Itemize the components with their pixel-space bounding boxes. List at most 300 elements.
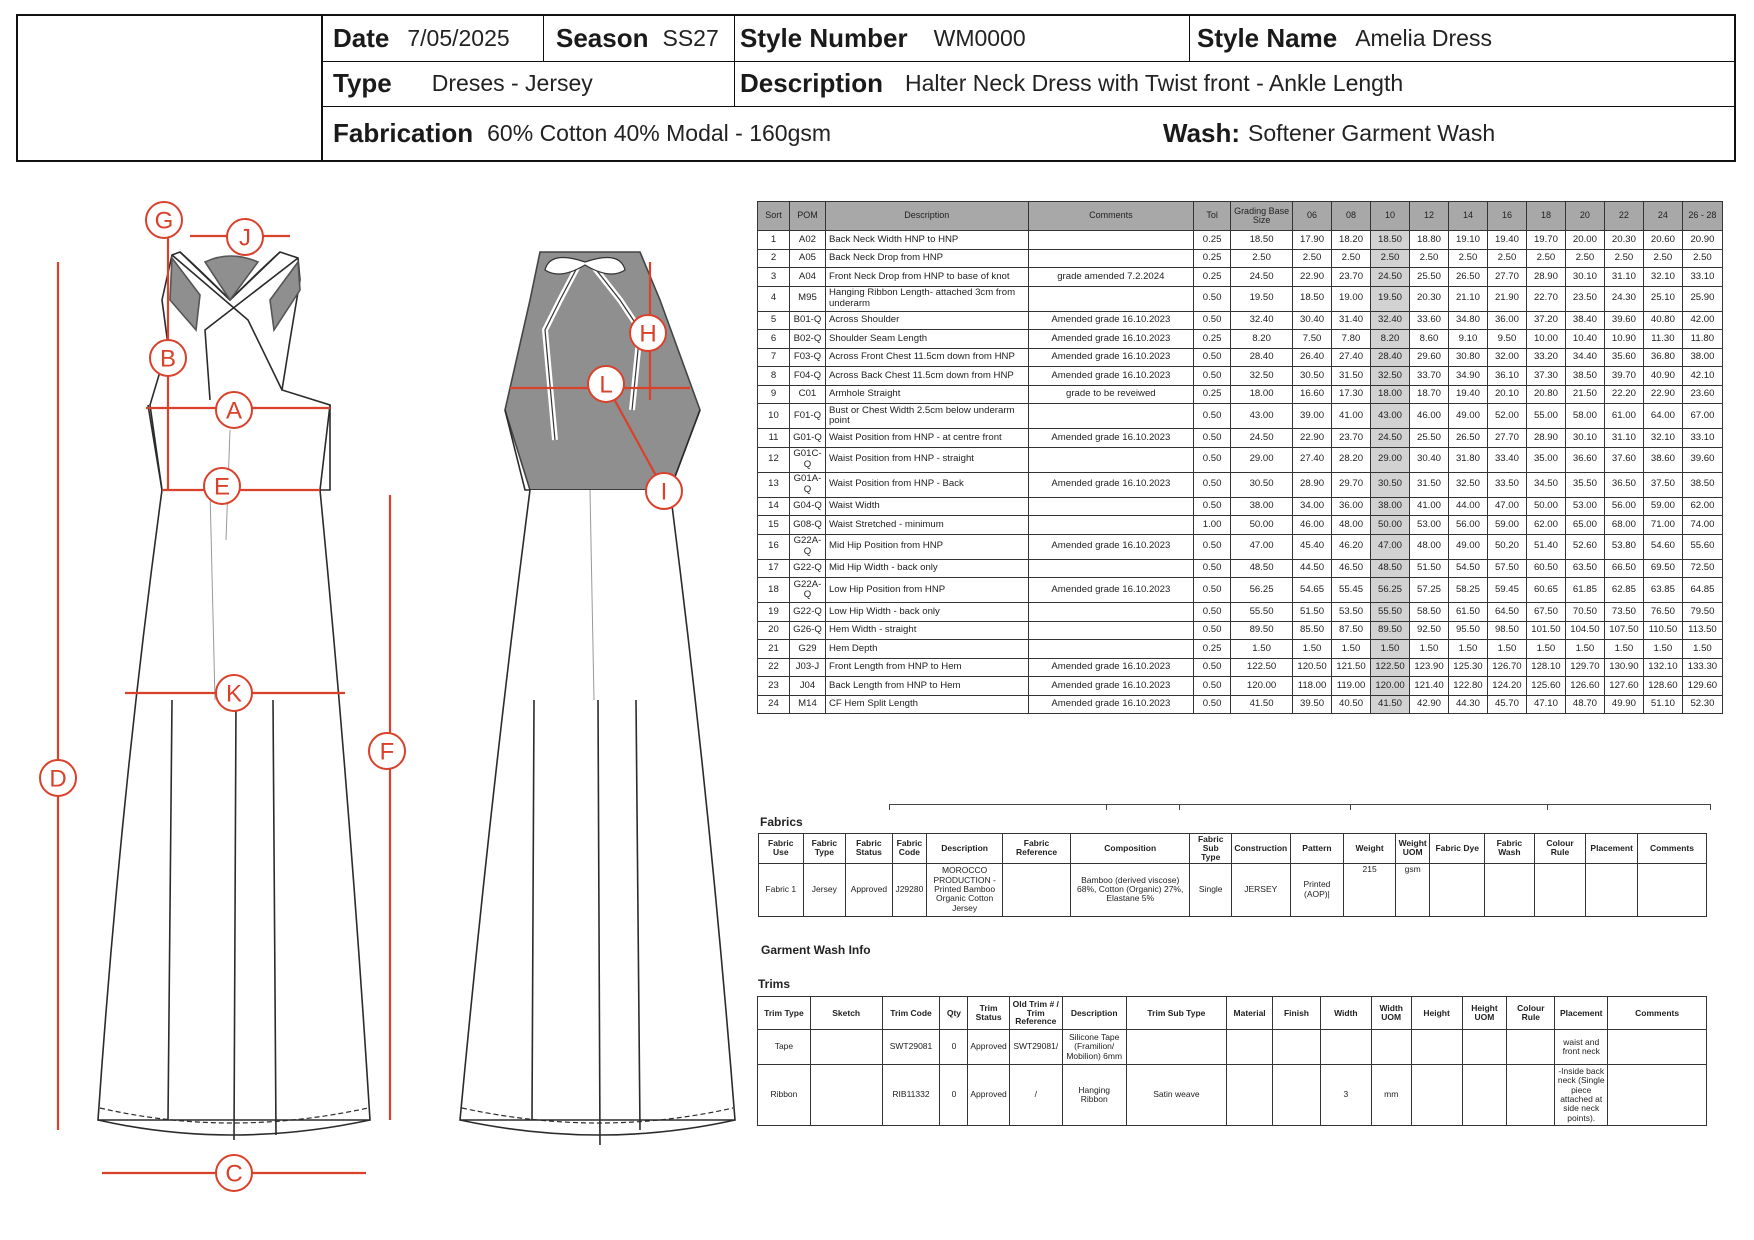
- header-row: [759, 834, 1707, 864]
- table-cell: 7.80: [1332, 330, 1371, 349]
- table-cell: 25.50: [1410, 268, 1449, 287]
- svg-text:F: F: [379, 738, 395, 766]
- table-cell: Amended grade 16.10.2023: [1028, 367, 1194, 386]
- table-cell: 87.50: [1332, 621, 1371, 640]
- marker-f: [369, 733, 405, 769]
- table-cell: 30.50: [1371, 472, 1410, 497]
- table-cell: 26.50: [1448, 429, 1487, 448]
- season-label: Season: [556, 23, 649, 53]
- column-header: 16: [1487, 202, 1526, 231]
- table-cell: [1411, 1065, 1462, 1126]
- table-cell: 1.50: [1332, 640, 1371, 659]
- table-cell: Amended grade 16.10.2023: [1028, 330, 1194, 349]
- trims-table: [757, 996, 1707, 1126]
- table-cell: 35.60: [1604, 348, 1643, 367]
- table-cell: A02: [789, 231, 825, 250]
- table-cell: 132.10: [1643, 658, 1682, 677]
- marker-a: [216, 392, 252, 428]
- table-cell: [1273, 1065, 1321, 1126]
- table-cell: 120.00: [1371, 677, 1410, 696]
- table-cell: 36.50: [1604, 472, 1643, 497]
- table-cell: 24.50: [1231, 268, 1293, 287]
- date-field: [321, 16, 543, 61]
- table-cell: 1.50: [1448, 640, 1487, 659]
- table-cell: 11: [758, 429, 790, 448]
- table-cell: 31.50: [1332, 367, 1371, 386]
- table-cell: 31.80: [1448, 447, 1487, 472]
- table-cell: JERSEY: [1231, 863, 1290, 916]
- column-header: Weight UOM: [1395, 834, 1429, 864]
- style-number-label: Style Number: [740, 23, 908, 53]
- measurement-spec-table: [757, 201, 1723, 714]
- table-cell: 48.50: [1231, 559, 1293, 578]
- table-cell: F01-Q: [789, 404, 825, 429]
- table-row: [758, 231, 1723, 250]
- table-cell: F03-Q: [789, 348, 825, 367]
- table-cell: Amended grade 16.10.2023: [1028, 578, 1194, 603]
- column-header: Placement: [1555, 997, 1608, 1030]
- table-cell: 18.50: [1371, 231, 1410, 250]
- table-row: [758, 286, 1723, 311]
- header-row-1: [321, 16, 1734, 62]
- fabrics-title: Fabrics: [760, 815, 803, 829]
- table-cell: 89.50: [1231, 621, 1293, 640]
- table-cell: 30.40: [1410, 447, 1449, 472]
- table-cell: 60.50: [1526, 559, 1565, 578]
- table-cell: 9: [758, 385, 790, 404]
- table-cell: [1411, 1030, 1462, 1065]
- table-cell: [1462, 1030, 1507, 1065]
- table-cell: 48.00: [1332, 516, 1371, 535]
- table-cell: 126.70: [1487, 658, 1526, 677]
- table-cell: 32.50: [1371, 367, 1410, 386]
- table-cell: [1028, 621, 1194, 640]
- table-cell: 62.85: [1604, 578, 1643, 603]
- column-header: Comments: [1028, 202, 1194, 231]
- table-cell: G08-Q: [789, 516, 825, 535]
- trims-title: Trims: [758, 977, 791, 991]
- column-header: Old Trim # / Trim Reference: [1009, 997, 1062, 1030]
- column-header: 06: [1293, 202, 1332, 231]
- table-cell: 50.00: [1371, 516, 1410, 535]
- table-cell: Amended grade 16.10.2023: [1028, 658, 1194, 677]
- table-cell: 51.10: [1643, 695, 1682, 714]
- table-row: [758, 330, 1723, 349]
- table-cell: Amended grade 16.10.2023: [1028, 695, 1194, 714]
- table-cell: 18.80: [1410, 231, 1449, 250]
- table-cell: grade amended 7.2.2024: [1028, 268, 1194, 287]
- table-cell: 30.10: [1565, 429, 1604, 448]
- table-cell: G22-Q: [789, 603, 825, 622]
- marker-e: [204, 468, 240, 504]
- table-cell: [1608, 1065, 1707, 1126]
- table-cell: 20.90: [1682, 231, 1722, 250]
- table-row: [758, 621, 1723, 640]
- table-cell: 72.50: [1682, 559, 1722, 578]
- table-cell: Back Neck Drop from HNP: [825, 249, 1028, 268]
- table-cell: 8: [758, 367, 790, 386]
- fabrication-label: Fabrication: [333, 117, 474, 148]
- table-cell: Satin weave: [1126, 1065, 1226, 1126]
- table-cell: Ribbon: [758, 1065, 811, 1126]
- table-cell: 36.60: [1565, 447, 1604, 472]
- table-cell: 123.90: [1410, 658, 1449, 677]
- table-cell: 26.50: [1448, 268, 1487, 287]
- table-cell: Waist Position from HNP - straight: [825, 447, 1028, 472]
- table-cell: 60.65: [1526, 578, 1565, 603]
- table-cell: J04: [789, 677, 825, 696]
- table-cell: Waist Width: [825, 497, 1028, 516]
- table-row: [758, 658, 1723, 677]
- table-cell: 20.60: [1643, 231, 1682, 250]
- table-cell: 13: [758, 472, 790, 497]
- table-cell: Bamboo (derived viscose) 68%, Cotton (Organic) 27%, Elastane 5%: [1070, 863, 1190, 916]
- table-cell: gsm: [1395, 863, 1429, 916]
- table-cell: 133.30: [1682, 658, 1722, 677]
- table-cell: 29.00: [1371, 447, 1410, 472]
- table-cell: 0.50: [1194, 367, 1231, 386]
- column-header: 26 - 28: [1682, 202, 1722, 231]
- table-cell: A04: [789, 268, 825, 287]
- table-cell: 51.50: [1293, 603, 1332, 622]
- table-row: [758, 516, 1723, 535]
- table-cell: 69.50: [1643, 559, 1682, 578]
- table-cell: Across Back Chest 11.5cm down from HNP: [825, 367, 1028, 386]
- column-header: Weight: [1344, 834, 1396, 864]
- table-cell: 0.50: [1194, 472, 1231, 497]
- table-cell: 38.50: [1682, 472, 1722, 497]
- table-cell: 48.70: [1565, 695, 1604, 714]
- column-header: Fabric Code: [892, 834, 926, 864]
- table-cell: Single: [1190, 863, 1232, 916]
- column-header: Qty: [940, 997, 968, 1030]
- table-cell: [1485, 863, 1535, 916]
- column-header: Width: [1320, 997, 1371, 1030]
- table-cell: 31.40: [1332, 311, 1371, 330]
- marker-h: [630, 315, 666, 351]
- table-cell: 36.00: [1487, 311, 1526, 330]
- table-cell: 10.40: [1565, 330, 1604, 349]
- table-cell: 36.10: [1487, 367, 1526, 386]
- table-cell: G01C-Q: [789, 447, 825, 472]
- table-cell: 33.10: [1682, 429, 1722, 448]
- table-cell: 44.00: [1448, 497, 1487, 516]
- table-cell: 7.50: [1293, 330, 1332, 349]
- table-cell: 124.20: [1487, 677, 1526, 696]
- column-header: Trim Sub Type: [1126, 997, 1226, 1030]
- table-cell: 2: [758, 249, 790, 268]
- table-cell: 21.90: [1487, 286, 1526, 311]
- table-cell: G01-Q: [789, 429, 825, 448]
- table-cell: [1371, 1030, 1411, 1065]
- table-cell: 22: [758, 658, 790, 677]
- table-cell: 0.25: [1194, 330, 1231, 349]
- table-cell: 56.25: [1231, 578, 1293, 603]
- table-cell: Amended grade 16.10.2023: [1028, 348, 1194, 367]
- wash-label: Wash:: [1163, 117, 1241, 148]
- column-header: Comments: [1608, 997, 1707, 1030]
- description-label: Description: [740, 68, 884, 98]
- table-cell: 0.25: [1194, 268, 1231, 287]
- table-cell: 52.30: [1682, 695, 1722, 714]
- table-cell: 40.50: [1332, 695, 1371, 714]
- table-cell: Fabric 1: [759, 863, 804, 916]
- table-cell: Hem Depth: [825, 640, 1028, 659]
- table-cell: 5: [758, 311, 790, 330]
- table-cell: Low Hip Width - back only: [825, 603, 1028, 622]
- table-cell: 6: [758, 330, 790, 349]
- table-cell: [1028, 640, 1194, 659]
- table-cell: -Inside back neck (Single piece attached at side neck points).: [1555, 1065, 1608, 1126]
- table-cell: 0.50: [1194, 578, 1231, 603]
- style-name-label: Style Name: [1197, 23, 1338, 53]
- season-value: SS27: [662, 25, 719, 51]
- header-row-3: [321, 106, 1734, 160]
- table-cell: 34.80: [1448, 311, 1487, 330]
- spec-table-body: [758, 231, 1723, 714]
- table-cell: 0.50: [1194, 677, 1231, 696]
- type-value: Dreses - Jersey: [431, 70, 593, 96]
- table-cell: 23.60: [1682, 385, 1722, 404]
- table-cell: Amended grade 16.10.2023: [1028, 534, 1194, 559]
- table-cell: 58.00: [1565, 404, 1604, 429]
- table-cell: 113.50: [1682, 621, 1722, 640]
- table-cell: Waist Stretched - minimum: [825, 516, 1028, 535]
- table-cell: 128.10: [1526, 658, 1565, 677]
- table-cell: 25.90: [1682, 286, 1722, 311]
- table-cell: Front Length from HNP to Hem: [825, 658, 1028, 677]
- table-cell: 39.00: [1293, 404, 1332, 429]
- table-cell: 0.50: [1194, 497, 1231, 516]
- table-cell: 41.50: [1371, 695, 1410, 714]
- table-cell: J03-J: [789, 658, 825, 677]
- table-cell: 56.00: [1448, 516, 1487, 535]
- table-cell: 76.50: [1643, 603, 1682, 622]
- column-header: Height: [1411, 997, 1462, 1030]
- table-cell: 19: [758, 603, 790, 622]
- spec-table-header: [758, 202, 1723, 231]
- table-cell: 28.40: [1371, 348, 1410, 367]
- column-header: Fabric Sub Type: [1190, 834, 1232, 864]
- table-row: [758, 447, 1723, 472]
- column-header: 18: [1526, 202, 1565, 231]
- table-cell: 47.10: [1526, 695, 1565, 714]
- table-cell: 38.00: [1231, 497, 1293, 516]
- table-cell: 1.50: [1604, 640, 1643, 659]
- table-cell: 8.20: [1371, 330, 1410, 349]
- table-cell: A05: [789, 249, 825, 268]
- table-cell: 0: [940, 1030, 968, 1065]
- table-cell: 85.50: [1293, 621, 1332, 640]
- column-header: 14: [1448, 202, 1487, 231]
- table-cell: Low Hip Position from HNP: [825, 578, 1028, 603]
- table-cell: J29280: [892, 863, 926, 916]
- table-cell: 47.00: [1487, 497, 1526, 516]
- table-cell: 20.30: [1604, 231, 1643, 250]
- table-cell: Amended grade 16.10.2023: [1028, 677, 1194, 696]
- table-cell: 11.30: [1643, 330, 1682, 349]
- table-cell: 62.00: [1526, 516, 1565, 535]
- table-cell: 0.50: [1194, 621, 1231, 640]
- table-cell: 30.80: [1448, 348, 1487, 367]
- table-cell: 127.60: [1604, 677, 1643, 696]
- column-header: Grading Base Size: [1231, 202, 1293, 231]
- marker-d: [40, 760, 76, 796]
- table-cell: Mid Hip Position from HNP: [825, 534, 1028, 559]
- table-cell: 22.90: [1293, 268, 1332, 287]
- table-cell: 33.70: [1410, 367, 1449, 386]
- table-cell: [1638, 863, 1707, 916]
- table-cell: 42.00: [1682, 311, 1722, 330]
- header-row: [758, 997, 1707, 1030]
- table-cell: 42.90: [1410, 695, 1449, 714]
- table-cell: Silicone Tape (Framilion/ Mobilion) 6mm: [1062, 1030, 1126, 1065]
- table-cell: Tape: [758, 1030, 811, 1065]
- table-cell: 1.50: [1643, 640, 1682, 659]
- column-header: 08: [1332, 202, 1371, 231]
- table-cell: 67.00: [1682, 404, 1722, 429]
- table-cell: 32.50: [1448, 472, 1487, 497]
- table-cell: 110.50: [1643, 621, 1682, 640]
- table-cell: 2.50: [1231, 249, 1293, 268]
- table-cell: 61.50: [1448, 603, 1487, 622]
- table-cell: 34.00: [1293, 497, 1332, 516]
- table-cell: 35.50: [1565, 472, 1604, 497]
- table-cell: 14: [758, 497, 790, 516]
- table-cell: 0.50: [1194, 404, 1231, 429]
- table-cell: 66.50: [1604, 559, 1643, 578]
- table-cell: 1.50: [1371, 640, 1410, 659]
- table-cell: 23.70: [1332, 268, 1371, 287]
- season-field: [543, 16, 734, 61]
- column-header: 20: [1565, 202, 1604, 231]
- table-cell: 49.90: [1604, 695, 1643, 714]
- table-cell: 23.50: [1565, 286, 1604, 311]
- table-cell: 12: [758, 447, 790, 472]
- table-cell: 64.85: [1682, 578, 1722, 603]
- table-cell: 51.50: [1410, 559, 1449, 578]
- table-cell: 33.50: [1487, 472, 1526, 497]
- table-cell: [1028, 603, 1194, 622]
- table-cell: [1227, 1030, 1273, 1065]
- table-cell: 51.40: [1526, 534, 1565, 559]
- table-cell: 118.00: [1293, 677, 1332, 696]
- table-cell: 95.50: [1448, 621, 1487, 640]
- table-cell: 39.60: [1604, 311, 1643, 330]
- table-cell: 28.40: [1231, 348, 1293, 367]
- table-cell: 37.50: [1643, 472, 1682, 497]
- wash-value: Softener Garment Wash: [1248, 119, 1496, 146]
- table-cell: Jersey: [803, 863, 846, 916]
- table-cell: 39.70: [1604, 367, 1643, 386]
- fabrication-value: 60% Cotton 40% Modal - 160gsm: [487, 119, 832, 146]
- table-cell: 2.50: [1682, 249, 1722, 268]
- table-cell: [1028, 286, 1194, 311]
- table-cell: [810, 1065, 882, 1126]
- table-cell: 73.50: [1604, 603, 1643, 622]
- table-cell: Across Shoulder: [825, 311, 1028, 330]
- column-header: Fabric Reference: [1003, 834, 1071, 864]
- table-cell: 34.50: [1526, 472, 1565, 497]
- table-row: [758, 348, 1723, 367]
- table-cell: 18.50: [1231, 231, 1293, 250]
- table-cell: 3: [1320, 1065, 1371, 1126]
- svg-text:L: L: [599, 371, 613, 399]
- table-cell: 26.40: [1293, 348, 1332, 367]
- table-row: [758, 578, 1723, 603]
- table-cell: 54.60: [1643, 534, 1682, 559]
- table-cell: 92.50: [1410, 621, 1449, 640]
- table-cell: 19.10: [1448, 231, 1487, 250]
- table-cell: 33.20: [1526, 348, 1565, 367]
- table-cell: 2.50: [1371, 249, 1410, 268]
- column-header: Fabric Dye: [1430, 834, 1485, 864]
- table-cell: 44.30: [1448, 695, 1487, 714]
- table-cell: 38.40: [1565, 311, 1604, 330]
- table-cell: 41.00: [1332, 404, 1371, 429]
- table-cell: 41.50: [1231, 695, 1293, 714]
- svg-text:A: A: [225, 397, 243, 425]
- table-cell: 1.00: [1194, 516, 1231, 535]
- table-cell: 47.00: [1231, 534, 1293, 559]
- table-cell: [1003, 863, 1071, 916]
- column-header: Comments: [1638, 834, 1707, 864]
- table-cell: 27.70: [1487, 268, 1526, 287]
- table-cell: Amended grade 16.10.2023: [1028, 311, 1194, 330]
- table-cell: [1028, 404, 1194, 429]
- table-cell: 38.00: [1682, 348, 1722, 367]
- table-cell: Waist Position from HNP - Back: [825, 472, 1028, 497]
- table-row: [758, 497, 1723, 516]
- table-cell: 55.50: [1231, 603, 1293, 622]
- table-cell: 46.00: [1410, 404, 1449, 429]
- table-cell: 10.90: [1604, 330, 1643, 349]
- table-cell: 32.00: [1487, 348, 1526, 367]
- table-cell: 19.40: [1448, 385, 1487, 404]
- table-cell: 45.40: [1293, 534, 1332, 559]
- table-cell: 29.70: [1332, 472, 1371, 497]
- table-cell: 55.50: [1371, 603, 1410, 622]
- table-cell: 50.00: [1231, 516, 1293, 535]
- table-cell: 52.00: [1487, 404, 1526, 429]
- table-cell: 40.90: [1643, 367, 1682, 386]
- table-cell: 122.50: [1371, 658, 1410, 677]
- column-header: Tol: [1194, 202, 1231, 231]
- table-cell: 63.50: [1565, 559, 1604, 578]
- table-cell: 49.00: [1448, 534, 1487, 559]
- table-cell: [1028, 497, 1194, 516]
- marker-j: [227, 219, 263, 255]
- table-cell: CF Hem Split Length: [825, 695, 1028, 714]
- table-cell: 21.10: [1448, 286, 1487, 311]
- table-row: [758, 1065, 1707, 1126]
- svg-text:C: C: [225, 1160, 243, 1188]
- table-cell: 0.50: [1194, 603, 1231, 622]
- table-cell: 39.60: [1682, 447, 1722, 472]
- table-cell: B02-Q: [789, 330, 825, 349]
- table-cell: [1507, 1030, 1555, 1065]
- table-cell: G29: [789, 640, 825, 659]
- table-cell: 22.70: [1526, 286, 1565, 311]
- table-cell: 38.50: [1565, 367, 1604, 386]
- table-cell: 22.90: [1643, 385, 1682, 404]
- table-cell: 31.10: [1604, 268, 1643, 287]
- table-cell: waist and front neck: [1555, 1030, 1608, 1065]
- table-cell: 0.50: [1194, 447, 1231, 472]
- table-cell: SWT29081/: [1009, 1030, 1062, 1065]
- table-row: [758, 249, 1723, 268]
- svg-text:K: K: [225, 680, 243, 708]
